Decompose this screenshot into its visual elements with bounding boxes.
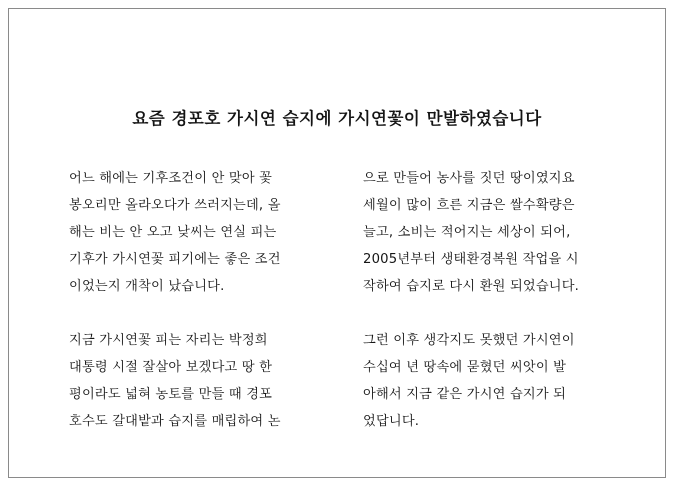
text-line: 지금 가시연꽃 피는 자리는 박정희	[69, 333, 268, 348]
text-line: 으로 만들어 농사를 짓던 땅이였지요	[363, 171, 575, 186]
text-line: 기후가 가시연꽃 피기에는 좋은 조건	[69, 252, 281, 267]
page-title: 요즘 경포호 가시연 습지에 가시연꽃이 만발하였습니다	[132, 109, 542, 128]
text-line: 수십여 년 땅속에 묻혔던 씨앗이 발	[363, 360, 567, 375]
text-line: 아해서 지금 같은 가시연 습지가 되	[363, 387, 567, 402]
text-line: 이었는지 개착이 났습니다.	[69, 279, 225, 294]
paragraph	[363, 327, 625, 435]
text-line: 대통령 시절 잘살아 보겠다고 땅 한	[69, 360, 273, 375]
text-line: 봉오리만 올라오다가 쓰러지는데, 올	[69, 198, 281, 213]
text-line: 어느 해에는 기후조건이 안 맞아 꽃	[69, 171, 273, 186]
column-right	[363, 165, 625, 435]
paragraph	[69, 327, 331, 435]
document-frame	[8, 8, 666, 478]
text-line: 호수도 갈대밭과 습지를 매립하여 논	[69, 414, 281, 429]
text-columns	[69, 165, 625, 435]
text-line: 2005년부터 생태환경복원 작업을 시	[363, 252, 579, 267]
column-left	[69, 165, 331, 435]
text-line: 작하여 습지로 다시 환원 되었습니다.	[363, 279, 580, 294]
text-line: 었답니다.	[363, 414, 420, 429]
text-line: 해는 비는 안 오고 낮씨는 연실 피는	[69, 225, 277, 240]
text-line: 세월이 많이 흐른 지금은 쌀수확량은	[363, 198, 575, 213]
text-line: 늘고, 소비는 적어지는 세상이 되어,	[363, 225, 571, 240]
text-line: 평이라도 넓혀 농토를 만들 때 경포	[69, 387, 273, 402]
paragraph	[69, 165, 331, 300]
text-line: 그런 이후 생각지도 못했던 가시연이	[363, 333, 575, 348]
paragraph	[363, 165, 625, 300]
